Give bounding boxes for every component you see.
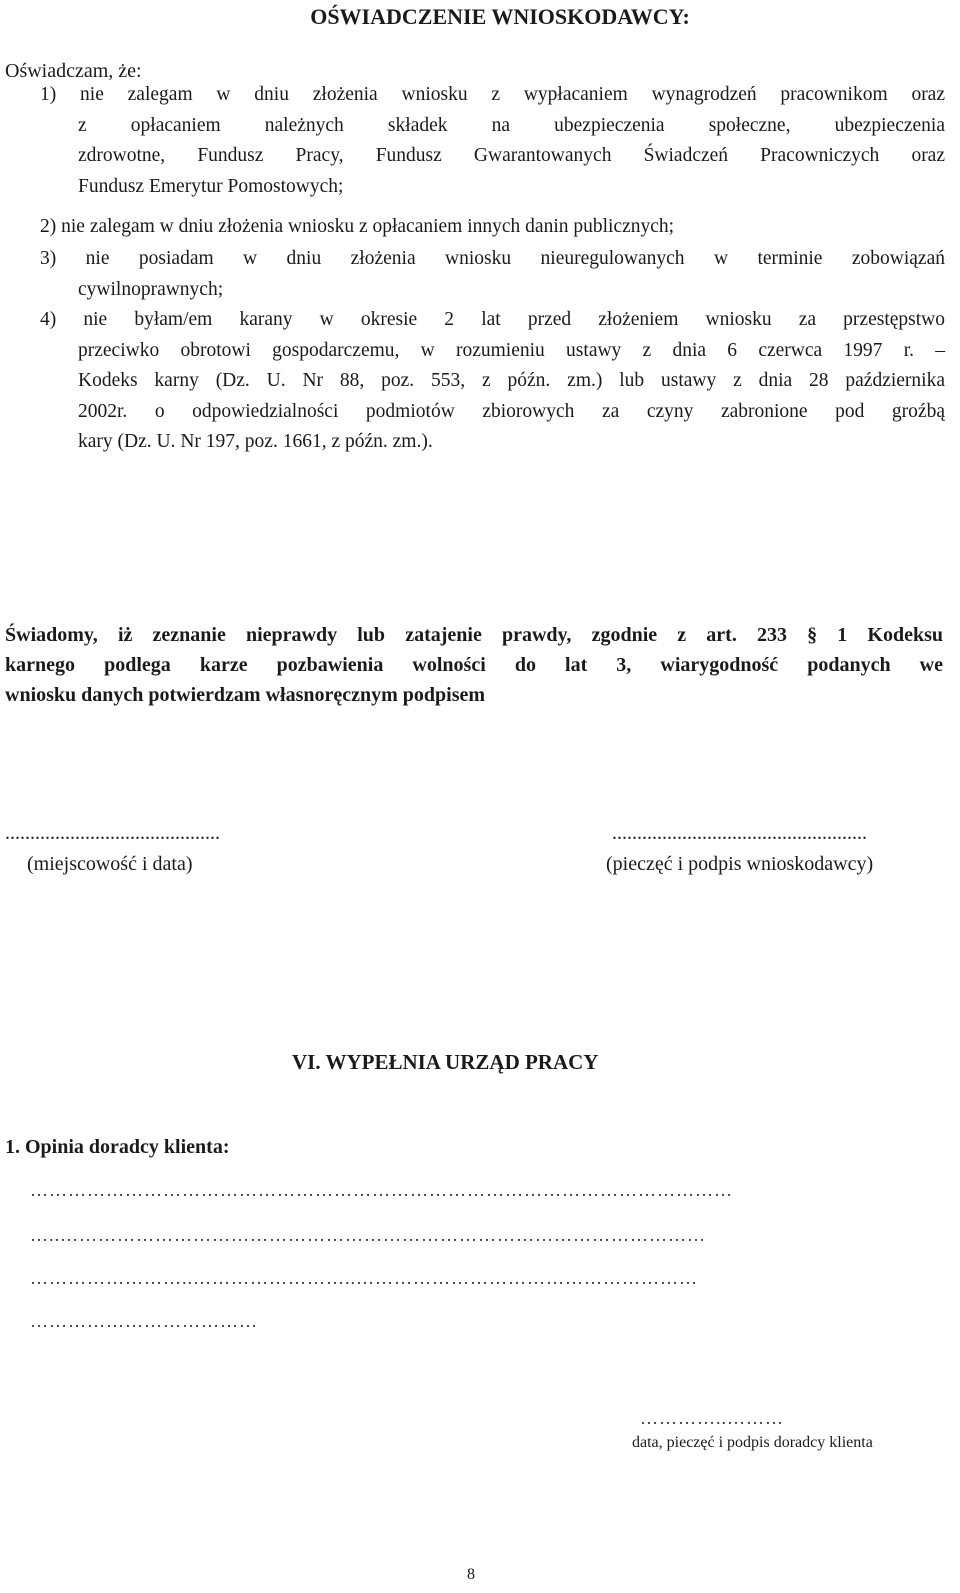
signature-caption: (pieczęć i podpis wnioskodawcy) — [606, 853, 874, 875]
page-number: 8 — [467, 1566, 475, 1583]
opinion-line: …..………………………………………………………………………………………… — [30, 1225, 706, 1245]
statement-item — [40, 244, 945, 305]
section-title: VI. WYPEŁNIA URZĄD PRACY — [292, 1050, 599, 1074]
place-date-dots: ........................................... — [5, 822, 220, 844]
statement-line: zdrowotne, Fundusz Pracy, Fundusz Gwarantowanych Świadczeń Pracowniczych oraz — [78, 145, 945, 166]
statement-item — [40, 305, 945, 458]
statement-item — [40, 212, 945, 243]
statement-item — [40, 80, 945, 202]
statement-line: 4) nie byłam/em karany w okresie 2 lat przed złożeniem wniosku za przestępstwo — [40, 309, 945, 330]
signature-dots: ................................................... — [612, 822, 867, 844]
statement-line: przeciwko obrotowi gospodarczemu, w rozumieniu ustawy z dnia 6 czerwca 1997 r. – — [78, 339, 945, 361]
opinion-line: ………………………………………………………………………………………………… — [30, 1180, 733, 1200]
statement-line: Fundusz Emerytur Pomostowych; — [78, 175, 344, 197]
statement-line: kary (Dz. U. Nr 197, poz. 1661, z późn. zm.). — [78, 431, 433, 452]
statement-line: 2002r. o odpowiedzialności podmiotów zbiorowych za czyny zabronione pod groźbą — [78, 400, 945, 422]
statement-line: Kodeks karny (Dz. U. Nr 88, poz. 553, z późn. zm.) lub ustawy z dnia 28 października — [78, 370, 945, 391]
advisor-sign-dots: …………..……… — [640, 1408, 784, 1428]
declaration-line: Świadomy, iż zeznanie nieprawdy lub zatajenie prawdy, zgodnie z art. 233 § 1 Kodeksu — [5, 624, 943, 646]
opinion-heading: 1. Opinia doradcy klienta: — [5, 1136, 230, 1158]
advisor-sign-caption: data, pieczęć i podpis doradcy klienta — [632, 1434, 873, 1451]
declaration-line: wniosku danych potwierdzam własnoręcznym podpisem — [5, 684, 486, 706]
statement-line: 2) nie zalegam w dniu złożenia wniosku z opłacaniem innych danin publicznych; — [40, 216, 675, 237]
statement-line: z opłacaniem należnych składek na ubezpieczenia społeczne, ubezpieczenia — [78, 114, 945, 136]
intro-text: Oświadczam, że: — [5, 60, 142, 82]
statement-line: 1) nie zalegam w dniu złożenia wniosku z wypłacaniem wynagrodzeń pracownikom oraz — [40, 84, 945, 105]
page-title: OŚWIADCZENIE WNIOSKODAWCY: — [310, 4, 690, 29]
statement-line: cywilnoprawnych; — [78, 278, 224, 300]
opinion-line: ……………………..……………………..……………………………………………… — [30, 1268, 698, 1288]
declaration-paragraph — [5, 620, 943, 710]
statement-line: 3) nie posiadam w dniu złożenia wniosku nieuregulowanych w terminie zobowiązań — [40, 248, 945, 269]
declaration-line: karnego podlega karze pozbawienia wolności do lat 3, wiarygodność podanych we — [5, 654, 943, 676]
place-date-caption: (miejscowość i data) — [27, 853, 193, 875]
opinion-line: ……………………………… — [30, 1311, 258, 1331]
